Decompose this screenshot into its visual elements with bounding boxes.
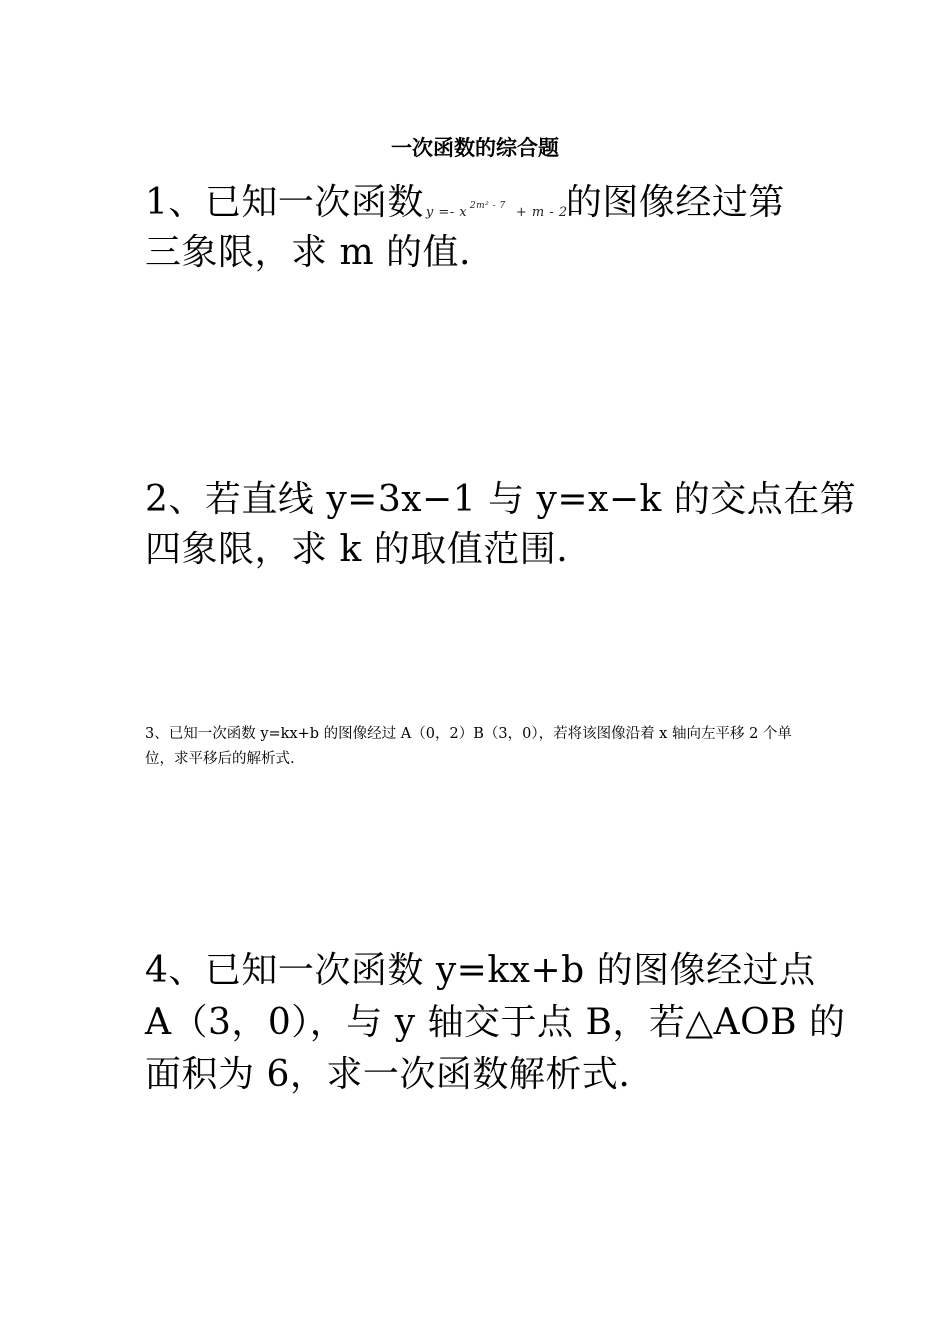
question-2 (145, 475, 857, 575)
question-1-formula (424, 176, 566, 220)
formula-main: y =- x (425, 205, 468, 220)
page-title: 一次函数的综合题 (391, 136, 559, 160)
question-1-prefix: 1、已知一次函数 (145, 182, 424, 223)
question-2-line-2: 四象限，求 k 的取值范围. (145, 529, 569, 570)
formula-exponent: 2m² - 7 (469, 201, 506, 211)
question-4-line-1: 4、已知一次函数 y=kx+b 的图像经过点 (145, 950, 816, 991)
question-1-line-1 (145, 176, 815, 228)
formula-tail: + m - 2 (515, 205, 568, 220)
question-1 (145, 176, 815, 278)
question-3-line-1: 3、已知一次函数 y=kx+b 的图像经过 A（0，2）B（3，0），若将该图像沿着 x 轴向左平移 2 个单 (145, 726, 792, 742)
question-1-suffix: 的图像经过第 (565, 182, 785, 223)
question-4-line-2: A（3，0），与 y 轴交于点 B，若△AOB 的 (145, 1002, 846, 1043)
question-4 (145, 945, 846, 1101)
question-1-line-2: 三象限，求 m 的值. (145, 232, 471, 273)
question-2-line-1: 2、若直线 y=3x−1 与 y=x−k 的交点在第 (145, 479, 857, 520)
question-3-line-2: 位，求平移后的解析式. (145, 751, 295, 767)
question-4-line-3: 面积为 6，求一次函数解析式. (145, 1054, 631, 1095)
question-3 (145, 722, 810, 772)
